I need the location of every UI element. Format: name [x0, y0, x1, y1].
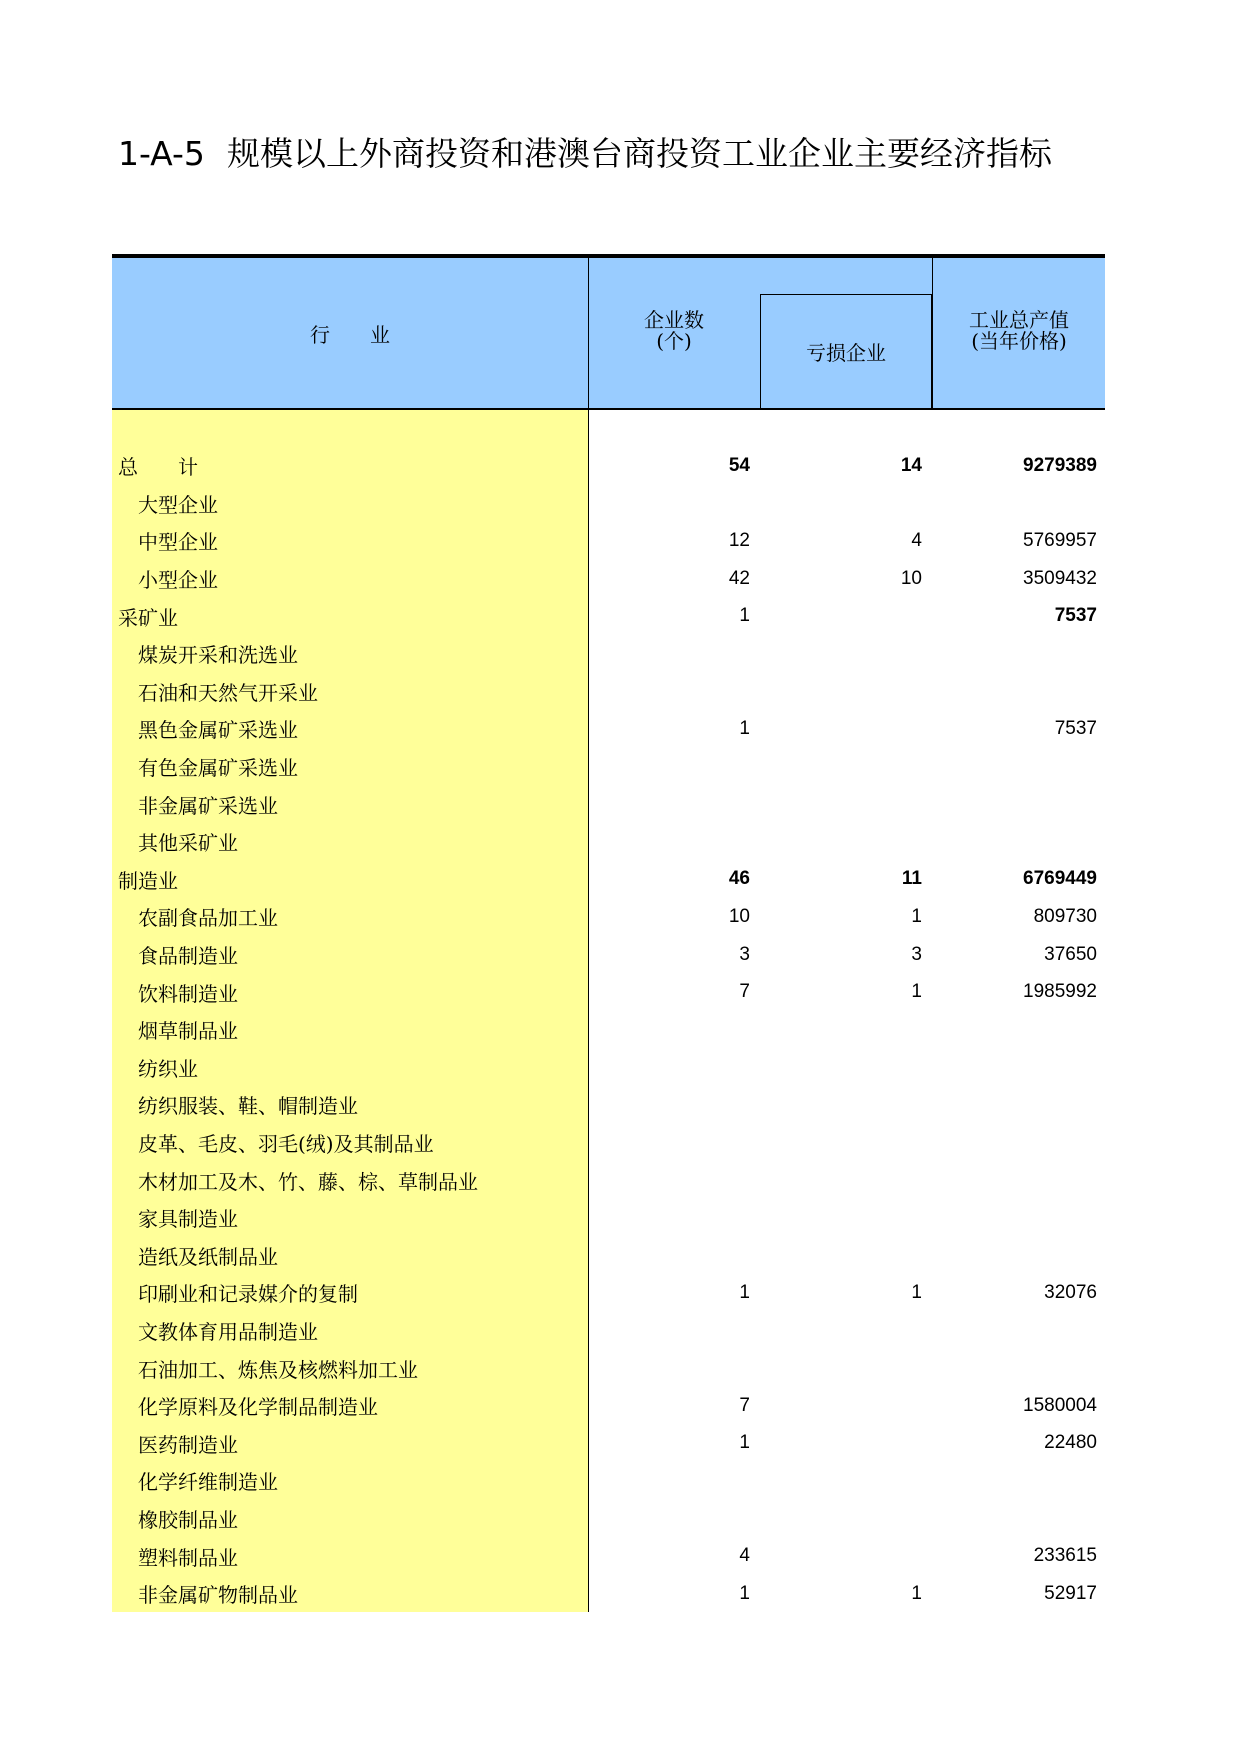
- industry-name: 塑料制品业: [138, 1545, 238, 1570]
- enterprise-count: 1: [739, 1582, 750, 1604]
- loss-enterprise-count: 14: [900, 454, 922, 476]
- loss-enterprise-count: 11: [901, 868, 922, 890]
- enterprise-count: 1: [739, 717, 750, 739]
- industry-name: 皮革、毛皮、羽毛(绒)及其制品业: [138, 1131, 434, 1156]
- table-body: [112, 410, 1105, 1612]
- enterprise-count: 3: [739, 943, 750, 965]
- loss-enterprise-count: 1: [911, 905, 922, 927]
- gross-output-value: 233615: [1033, 1545, 1097, 1567]
- table-row: [112, 1011, 1105, 1049]
- industry-name: 其他采矿业: [138, 831, 238, 856]
- industry-name: 石油加工、炼焦及核燃料加工业: [138, 1357, 418, 1382]
- industry-name: 木材加工及木、竹、藤、棕、草制品业: [138, 1169, 478, 1194]
- gross-output-value: 7537: [1054, 717, 1097, 739]
- gross-output-value: 809730: [1033, 905, 1097, 927]
- enterprise-count: 1: [739, 605, 750, 627]
- loss-enterprise-count: 1: [911, 1582, 922, 1604]
- table-row: [112, 785, 1105, 823]
- enterprise-count: 4: [739, 1545, 750, 1567]
- industry-name: 烟草制品业: [138, 1019, 238, 1044]
- gross-output-value: 1580004: [1023, 1394, 1097, 1416]
- loss-enterprise-count: 1: [911, 981, 922, 1003]
- table-row: [112, 823, 1105, 861]
- table-code: 1-A-5: [118, 134, 205, 173]
- gross-output-value: 1985992: [1023, 981, 1097, 1003]
- industry-name: 黑色金属矿采选业: [138, 718, 298, 743]
- industry-name: 化学原料及化学制品制造业: [138, 1395, 378, 1420]
- gross-output-value: 9279389: [1023, 454, 1097, 476]
- industry-name: 大型企业: [138, 492, 218, 517]
- table-row: [112, 1274, 1105, 1312]
- table-row: [112, 1161, 1105, 1199]
- industry-name: 中型企业: [138, 530, 218, 555]
- header-enterprise-count: 企业数 (个): [644, 308, 704, 353]
- table-row: [112, 1312, 1105, 1350]
- table-row: [112, 710, 1105, 748]
- table-title-text: 规模以上外商投资和港澳台商投资工业企业主要经济指标: [226, 134, 1052, 173]
- table-row: [112, 1424, 1105, 1462]
- enterprise-count: 7: [739, 981, 750, 1003]
- enterprise-count: 1: [739, 1281, 750, 1303]
- table-row: [112, 936, 1105, 974]
- industry-name: 文教体育用品制造业: [138, 1319, 318, 1344]
- table-row: [112, 635, 1105, 673]
- table-row: [112, 522, 1105, 560]
- table-row: [112, 1349, 1105, 1387]
- table-header: [112, 254, 1105, 410]
- gross-output-value: 52917: [1044, 1582, 1097, 1604]
- industry-name: 食品制造业: [138, 944, 238, 969]
- table-row: [112, 597, 1105, 635]
- gross-output-value: 37650: [1044, 943, 1097, 965]
- table-row: [112, 1500, 1105, 1538]
- industry-name: 非金属矿物制品业: [138, 1583, 298, 1608]
- enterprise-count: 42: [728, 567, 750, 589]
- gross-output-value: 22480: [1044, 1432, 1097, 1454]
- gross-output-value: 5769957: [1023, 529, 1097, 551]
- table-row: [112, 1537, 1105, 1575]
- header-gross-output: 工业总产值 (当年价格): [932, 258, 1105, 408]
- gross-output-value: 3509432: [1023, 567, 1097, 589]
- loss-enterprise-count: 10: [900, 567, 922, 589]
- table-row: [112, 447, 1105, 485]
- loss-enterprise-count: 3: [911, 943, 922, 965]
- enterprise-count: 54: [728, 454, 750, 476]
- industry-name: 非金属矿采选业: [138, 793, 278, 818]
- table-row: [112, 485, 1105, 523]
- table-row: [112, 673, 1105, 711]
- industry-name: 农副食品加工业: [138, 906, 278, 931]
- industry-name: 印刷业和记录媒介的复制: [138, 1282, 358, 1307]
- industry-name: 医药制造业: [138, 1432, 238, 1457]
- industry-name: 煤炭开采和洗选业: [138, 643, 298, 668]
- gross-output-value: 7537: [1054, 605, 1097, 627]
- enterprise-count: 1: [739, 1432, 750, 1454]
- table-row: [112, 898, 1105, 936]
- table-row: [112, 1086, 1105, 1124]
- table-row: [112, 973, 1105, 1011]
- header-loss-enterprises: 亏损企业: [760, 294, 932, 408]
- table-row: [112, 1124, 1105, 1162]
- table-row: [112, 560, 1105, 598]
- enterprise-count: 46: [728, 868, 750, 890]
- table-row: [112, 1387, 1105, 1425]
- table-row: [112, 1049, 1105, 1087]
- gross-output-value: 32076: [1044, 1281, 1097, 1303]
- table-row: [112, 861, 1105, 899]
- industry-name: 化学纤维制造业: [138, 1470, 278, 1495]
- loss-enterprise-count: 4: [911, 529, 922, 551]
- industry-name: 有色金属矿采选业: [138, 756, 298, 781]
- data-table: [112, 254, 1105, 1612]
- gross-output-value: 6769449: [1023, 868, 1097, 890]
- industry-name: 采矿业: [118, 605, 178, 630]
- table-row: [112, 1575, 1105, 1613]
- industry-name: 造纸及纸制品业: [138, 1244, 278, 1269]
- table-rows: [112, 410, 1105, 1612]
- industry-name: 总 计: [118, 455, 198, 480]
- table-row: [112, 748, 1105, 786]
- page-title: [118, 128, 1052, 175]
- industry-name: 石油和天然气开采业: [138, 680, 318, 705]
- table-row: [112, 1462, 1105, 1500]
- enterprise-count: 7: [739, 1394, 750, 1416]
- enterprise-count: 12: [728, 529, 750, 551]
- table-row: [112, 1199, 1105, 1237]
- industry-name: 纺织业: [138, 1056, 198, 1081]
- industry-name: 制造业: [118, 868, 178, 893]
- header-industry: 行 业: [112, 258, 589, 408]
- loss-enterprise-count: 1: [911, 1281, 922, 1303]
- industry-name: 橡胶制品业: [138, 1507, 238, 1532]
- table-row: [112, 1236, 1105, 1274]
- industry-name: 小型企业: [138, 568, 218, 593]
- industry-name: 家具制造业: [138, 1207, 238, 1232]
- enterprise-count: 10: [728, 905, 750, 927]
- industry-name: 饮料制造业: [138, 981, 238, 1006]
- industry-name: 纺织服装、鞋、帽制造业: [138, 1094, 358, 1119]
